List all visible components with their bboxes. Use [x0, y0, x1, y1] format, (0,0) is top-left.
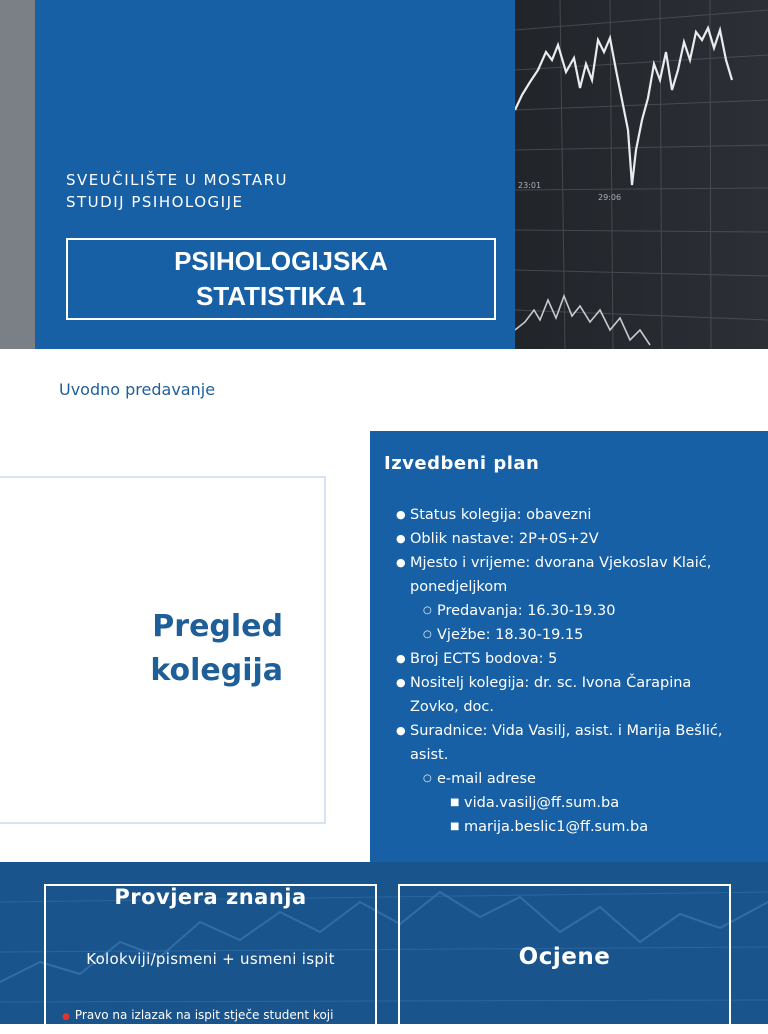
plan-item-text: Predavanja: 16.30-19.30 — [437, 603, 616, 619]
plan-item — [384, 551, 764, 575]
institution-line-1: SVEUČILIŠTE U MOSTARU — [66, 171, 289, 189]
bullet-icon: ● — [396, 652, 406, 665]
plan-item — [384, 791, 764, 815]
plan-item — [384, 815, 764, 839]
plan-item — [384, 695, 764, 719]
svg-text:23:01: 23:01 — [518, 181, 542, 190]
plan-item-text: Zovko, doc. — [410, 699, 495, 715]
bullet-icon: ● — [396, 508, 406, 521]
assessment-title: Provjera znanja — [114, 885, 307, 909]
overview-title — [0, 605, 283, 693]
bullet-icon: ○ — [423, 629, 432, 640]
course-title-line-2: STATISTIKA 1 — [196, 281, 366, 311]
plan-item-text: marija.beslic1@ff.sum.ba — [464, 819, 649, 835]
bullet-icon: ● — [396, 556, 406, 569]
plan-item-text: Mjesto i vrijeme: dvorana Vjekoslav Klaić, — [410, 555, 712, 571]
plan-item-text: Vježbe: 18.30-19.15 — [437, 627, 584, 643]
plan-item-text: Broj ECTS bodova: 5 — [410, 651, 558, 667]
institution-line-2: STUDIJ PSIHOLOGIJE — [66, 193, 244, 211]
plan-item-text: Suradnice: Vida Vasilj, asist. i Marija Bešlić, — [410, 723, 723, 739]
svg-text:29:06: 29:06 — [598, 193, 622, 202]
plan-item-text: ponedjeljkom — [410, 579, 508, 595]
overview-title-line-1: Pregled — [152, 609, 283, 644]
bullet-icon: ● — [396, 724, 406, 737]
lecture-label: Uvodno predavanje — [59, 380, 216, 399]
assessment-note — [62, 1008, 372, 1022]
plan-item-text: vida.vasilj@ff.sum.ba — [464, 795, 620, 811]
bullet-icon: ● — [396, 532, 406, 545]
plan-item — [384, 647, 764, 671]
bullet-icon: ○ — [423, 605, 432, 616]
bullet-icon: ● — [396, 676, 406, 689]
bullet-icon: ■ — [450, 821, 460, 832]
plan-item-text: Status kolegija: obavezni — [410, 507, 592, 523]
plan-item — [384, 527, 764, 551]
plan-title: Izvedbeni plan — [384, 453, 540, 474]
plan-list — [384, 503, 764, 839]
overview-title-line-2: kolegija — [150, 653, 283, 688]
plan-item — [384, 503, 764, 527]
plan-item-text: e-mail adrese — [437, 771, 536, 787]
plan-item — [384, 575, 764, 599]
plan-item — [384, 671, 764, 695]
plan-item-text: Oblik nastave: 2P+0S+2V — [410, 531, 599, 547]
plan-item-text: Nositelj kolegija: dr. sc. Ivona Čarapina — [410, 675, 692, 691]
course-title-box — [66, 238, 496, 320]
assessment-subtitle: Kolokviji/pismeni + usmeni ispit — [86, 950, 335, 968]
red-bullet-icon: ● — [62, 1012, 70, 1022]
assessment-note-text: Pravo na izlazak na ispit stječe student koji — [74, 1008, 334, 1022]
institution-name — [66, 169, 288, 213]
plan-panel — [370, 431, 768, 862]
plan-item — [384, 599, 764, 623]
plan-item-text: asist. — [410, 747, 449, 763]
course-title-line-1: PSIHOLOGIJSKA — [174, 246, 388, 276]
bullet-icon: ○ — [423, 773, 432, 784]
plan-item — [384, 743, 764, 767]
plan-item — [384, 719, 764, 743]
bullet-icon: ■ — [450, 797, 460, 808]
grades-title: Ocjene — [518, 944, 611, 970]
plan-item — [384, 767, 764, 791]
plan-item — [384, 623, 764, 647]
